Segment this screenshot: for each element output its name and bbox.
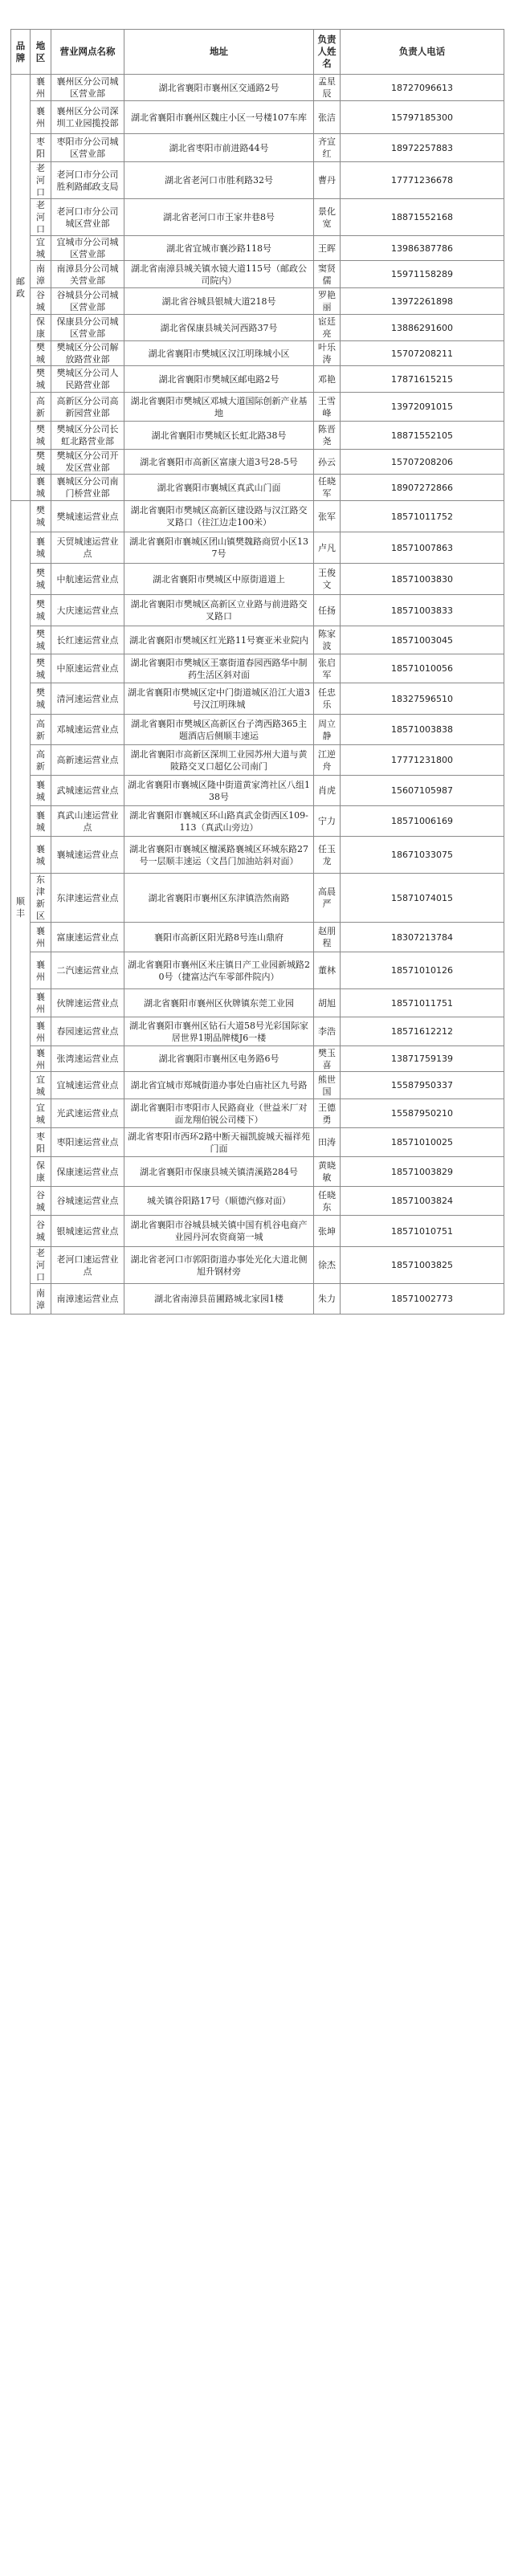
address-cell: 湖北省襄阳市枣阳市人民路商业（世益米厂对面龙翔伯锐公司楼下） [124, 1099, 314, 1128]
outlet-name-cell: 枣阳速运营业点 [51, 1128, 124, 1157]
outlet-name-cell: 大庆速运营业点 [51, 595, 124, 626]
region-cell: 樊城 [31, 564, 51, 595]
address-cell: 湖北省襄阳市襄城区檀溪路襄城区环城东路27号一层顺丰速运（文昌门加油站斜对面） [124, 837, 314, 874]
table-row [11, 450, 504, 475]
manager-name-cell: 王雪峰 [314, 393, 341, 422]
address-cell: 湖北省老河口市胜利路32号 [124, 162, 314, 199]
table-row [11, 874, 504, 923]
table-row [11, 595, 504, 626]
manager-phone-cell: 18727096613 [341, 75, 504, 101]
manager-phone-cell: 13986387786 [341, 236, 504, 261]
table-row [11, 564, 504, 595]
manager-phone-cell: 15707208206 [341, 450, 504, 475]
outlet-name-cell: 樊城速运营业点 [51, 501, 124, 532]
manager-phone-cell: 18671033075 [341, 837, 504, 874]
address-cell: 湖北省襄阳市襄州区交通路2号 [124, 75, 314, 101]
table-row [11, 1128, 504, 1157]
outlet-name-cell: 襄城速运营业点 [51, 837, 124, 874]
outlet-table [10, 29, 504, 1314]
region-cell: 襄城 [31, 532, 51, 564]
address-cell: 湖北省襄阳市樊城区定中门街道城区沿江大道3号汉江明珠城 [124, 683, 314, 715]
region-cell: 襄城 [31, 776, 51, 806]
manager-name-cell: 黄晓敏 [314, 1157, 341, 1187]
outlet-name-cell: 高新区分公司高新园营业部 [51, 393, 124, 422]
manager-phone-cell: 17771231800 [341, 745, 504, 776]
address-cell: 湖北省襄阳市高新区深圳工业园苏州大道与黄陂路交叉口超亿公司南门 [124, 745, 314, 776]
brand-cell: 邮政 [11, 75, 31, 501]
manager-name-cell: 徐杰 [314, 1247, 341, 1284]
table-row [11, 776, 504, 806]
region-cell: 襄州 [31, 989, 51, 1017]
manager-phone-cell: 15607105987 [341, 776, 504, 806]
manager-phone-cell: 18571010751 [341, 1216, 504, 1247]
region-cell: 樊城 [31, 501, 51, 532]
region-cell: 东津新区 [31, 874, 51, 923]
outlet-name-cell: 张湾速运营业点 [51, 1046, 124, 1072]
manager-phone-cell: 18571003838 [341, 715, 504, 745]
outlet-name-cell: 樊城区分公司解放路营业部 [51, 341, 124, 366]
manager-name-cell: 邓艳 [314, 366, 341, 393]
manager-name-cell: 周立静 [314, 715, 341, 745]
address-cell: 湖北省襄阳市襄城区团山镇樊魏路商贸小区137号 [124, 532, 314, 564]
region-cell: 宜城 [31, 236, 51, 261]
manager-phone-cell: 18571010126 [341, 952, 504, 989]
manager-name-cell: 任晓东 [314, 1187, 341, 1216]
region-cell: 枣阳 [31, 1128, 51, 1157]
manager-phone-cell: 15587950210 [341, 1099, 504, 1128]
address-cell: 湖北省襄阳市襄城区隆中街道黄家湾社区八组138号 [124, 776, 314, 806]
region-cell: 高新 [31, 393, 51, 422]
region-cell: 老河口 [31, 162, 51, 199]
outlet-name-cell: 清河速运营业点 [51, 683, 124, 715]
address-cell: 湖北省襄阳市襄州区魏庄小区一号楼107车库 [124, 101, 314, 134]
table-row [11, 288, 504, 315]
address-cell: 湖北省襄阳市樊城区高新区台子湾西路365主题酒店后侧顺丰速运 [124, 715, 314, 745]
manager-name-cell: 齐宣红 [314, 134, 341, 162]
outlet-name-cell: 邓城速运营业点 [51, 715, 124, 745]
manager-phone-cell: 15797185300 [341, 101, 504, 134]
table-row [11, 837, 504, 874]
manager-phone-cell: 15871074015 [341, 874, 504, 923]
address-cell: 湖北省谷城县银城大道218号 [124, 288, 314, 315]
region-cell: 宜城 [31, 1072, 51, 1099]
manager-name-cell: 任晓军 [314, 475, 341, 501]
table-row [11, 654, 504, 683]
table-row [11, 715, 504, 745]
manager-name-cell: 景化宽 [314, 199, 341, 236]
region-cell: 南漳 [31, 1284, 51, 1314]
manager-name-cell: 宁力 [314, 806, 341, 837]
manager-name-cell: 卢凡 [314, 532, 341, 564]
outlet-name-cell: 老河口市分公司城区营业部 [51, 199, 124, 236]
region-cell: 老河口 [31, 199, 51, 236]
outlet-name-cell: 襄城区分公司南门桥营业部 [51, 475, 124, 501]
manager-phone-cell: 18571612212 [341, 1017, 504, 1046]
region-cell: 宜城 [31, 1099, 51, 1128]
manager-name-cell: 宦廷亮 [314, 315, 341, 341]
manager-name-cell: 王俊文 [314, 564, 341, 595]
address-cell: 湖北省襄阳市樊城区王寨街道春园西路华中制药生活区斜对面 [124, 654, 314, 683]
manager-phone-cell: 15707208211 [341, 341, 504, 366]
manager-name-cell: 高晨严 [314, 874, 341, 923]
manager-phone-cell: 18571003045 [341, 626, 504, 654]
table-row [11, 199, 504, 236]
address-cell: 湖北省襄阳市樊城区红光路11号赛亚米业院内 [124, 626, 314, 654]
manager-phone-cell: 18571002773 [341, 1284, 504, 1314]
outlet-name-cell: 宜城市分公司城区营业部 [51, 236, 124, 261]
brand-cell: 顺丰 [11, 501, 31, 1314]
outlet-name-cell: 银城速运营业点 [51, 1216, 124, 1247]
table-row [11, 475, 504, 501]
region-cell: 樊城 [31, 683, 51, 715]
header-address: 地址 [124, 30, 314, 75]
manager-phone-cell: 18571003829 [341, 1157, 504, 1187]
address-cell: 湖北省老河口市王家井巷8号 [124, 199, 314, 236]
outlet-name-cell: 光武速运营业点 [51, 1099, 124, 1128]
outlet-name-cell: 老河口速运营业点 [51, 1247, 124, 1284]
region-cell: 樊城 [31, 450, 51, 475]
region-cell: 襄城 [31, 837, 51, 874]
manager-name-cell: 熊世国 [314, 1072, 341, 1099]
manager-name-cell: 李浩 [314, 1017, 341, 1046]
manager-phone-cell: 18972257883 [341, 134, 504, 162]
table-row [11, 341, 504, 366]
header-manager-phone: 负责人电话 [341, 30, 504, 75]
address-cell: 湖北省襄阳市谷城县城关镇中国有机谷电商产业园丹河农资商第一城 [124, 1216, 314, 1247]
outlet-name-cell: 中原速运营业点 [51, 654, 124, 683]
manager-phone-cell: 18571003830 [341, 564, 504, 595]
table-row [11, 1099, 504, 1128]
address-cell: 湖北省襄阳市襄州区米庄镇日产工业园新城路20号（捷富达汽车零部件院内） [124, 952, 314, 989]
table-row [11, 1046, 504, 1072]
manager-phone-cell: 18571007863 [341, 532, 504, 564]
region-cell: 樊城 [31, 341, 51, 366]
manager-name-cell: 陈家波 [314, 626, 341, 654]
table-row [11, 532, 504, 564]
outlet-name-cell: 天贸城速运营业点 [51, 532, 124, 564]
manager-phone-cell: 18571003833 [341, 595, 504, 626]
table-row [11, 989, 504, 1017]
address-cell: 湖北省襄阳市襄州区东津镇浩然南路 [124, 874, 314, 923]
address-cell: 城关镇谷阳路17号（顺德汽修对面） [124, 1187, 314, 1216]
region-cell: 襄城 [31, 475, 51, 501]
table-row [11, 393, 504, 422]
table-row [11, 1284, 504, 1314]
outlet-name-cell: 伙牌速运营业点 [51, 989, 124, 1017]
region-cell: 高新 [31, 745, 51, 776]
table-row [11, 366, 504, 393]
region-cell: 老河口 [31, 1247, 51, 1284]
outlet-name-cell: 二汽速运营业点 [51, 952, 124, 989]
manager-name-cell: 孙云 [314, 450, 341, 475]
manager-phone-cell: 15971158289 [341, 261, 504, 288]
outlet-name-cell: 春园速运营业点 [51, 1017, 124, 1046]
table-row [11, 1247, 504, 1284]
manager-name-cell: 陈晋尧 [314, 422, 341, 450]
outlet-name-cell: 保康速运营业点 [51, 1157, 124, 1187]
table-row [11, 1187, 504, 1216]
outlet-name-cell: 高新速运营业点 [51, 745, 124, 776]
region-cell: 襄州 [31, 75, 51, 101]
region-cell: 樊城 [31, 422, 51, 450]
outlet-name-cell: 南漳县分公司城关营业部 [51, 261, 124, 288]
region-cell: 樊城 [31, 626, 51, 654]
address-cell: 湖北省襄阳市襄州区钻石大道58号光彩国际家居世界1期品牌楼J6一楼 [124, 1017, 314, 1046]
manager-phone-cell: 13886291600 [341, 315, 504, 341]
manager-phone-cell: 13972261898 [341, 288, 504, 315]
region-cell: 保康 [31, 315, 51, 341]
region-cell: 樊城 [31, 595, 51, 626]
region-cell: 襄州 [31, 952, 51, 989]
address-cell: 湖北省襄阳市樊城区高新区建设路与汉江路交叉路口（往江边走100米） [124, 501, 314, 532]
table-row [11, 745, 504, 776]
address-cell: 湖北省宜城市襄沙路118号 [124, 236, 314, 261]
header-outlet-name: 营业网点名称 [51, 30, 124, 75]
manager-name-cell: 董林 [314, 952, 341, 989]
manager-phone-cell: 18571011752 [341, 501, 504, 532]
table-row [11, 501, 504, 532]
outlet-name-cell: 东津速运营业点 [51, 874, 124, 923]
manager-name-cell: 朱力 [314, 1284, 341, 1314]
manager-name-cell: 曹丹 [314, 162, 341, 199]
region-cell: 襄城 [31, 806, 51, 837]
region-cell: 襄州 [31, 923, 51, 952]
outlet-name-cell: 襄州区分公司城区营业部 [51, 75, 124, 101]
manager-phone-cell: 18907272866 [341, 475, 504, 501]
manager-name-cell: 任忠乐 [314, 683, 341, 715]
table-row [11, 101, 504, 134]
manager-name-cell: 张坤 [314, 1216, 341, 1247]
address-cell: 湖北省襄阳市樊城区汉江明珠城小区 [124, 341, 314, 366]
manager-name-cell: 张启军 [314, 654, 341, 683]
manager-phone-cell: 15587950337 [341, 1072, 504, 1099]
outlet-name-cell: 谷城速运营业点 [51, 1187, 124, 1216]
manager-phone-cell: 13972091015 [341, 393, 504, 422]
manager-phone-cell: 13871759139 [341, 1046, 504, 1072]
address-cell: 湖北省襄阳市襄州区电务路6号 [124, 1046, 314, 1072]
table-row [11, 1072, 504, 1099]
address-cell: 湖北省老河口市郭阳街道办事处光化大道北侧旭升钢材旁 [124, 1247, 314, 1284]
manager-name-cell: 罗艳丽 [314, 288, 341, 315]
address-cell: 湖北省襄阳市高新区富康大道3号28-5号 [124, 450, 314, 475]
table-header-row [11, 30, 504, 75]
manager-phone-cell: 18571011751 [341, 989, 504, 1017]
outlet-name-cell: 樊城区分公司长虹北路营业部 [51, 422, 124, 450]
address-cell: 湖北省襄阳市樊城区长虹北路38号 [124, 422, 314, 450]
header-region: 地区 [31, 30, 51, 75]
table-row [11, 626, 504, 654]
region-cell: 谷城 [31, 1216, 51, 1247]
manager-phone-cell: 18571010056 [341, 654, 504, 683]
outlet-name-cell: 真武山速运营业点 [51, 806, 124, 837]
manager-phone-cell: 18871552168 [341, 199, 504, 236]
manager-phone-cell: 18571003825 [341, 1247, 504, 1284]
manager-name-cell: 任玉龙 [314, 837, 341, 874]
region-cell: 高新 [31, 715, 51, 745]
address-cell: 湖北省襄阳市保康县城关镇清溪路284号 [124, 1157, 314, 1187]
manager-name-cell: 张洁 [314, 101, 341, 134]
address-cell: 湖北省保康县城关河西路37号 [124, 315, 314, 341]
address-cell: 湖北省南漳县苗圃路城北家园1楼 [124, 1284, 314, 1314]
manager-phone-cell: 18571006169 [341, 806, 504, 837]
header-brand: 品牌 [11, 30, 31, 75]
outlet-name-cell: 樊城区分公司人民路营业部 [51, 366, 124, 393]
address-cell: 湖北省襄阳市襄州区伙牌镇东莞工业园 [124, 989, 314, 1017]
address-cell: 湖北省襄阳市襄城区真武山门面 [124, 475, 314, 501]
manager-phone-cell: 17871615215 [341, 366, 504, 393]
region-cell: 谷城 [31, 288, 51, 315]
outlet-name-cell: 樊城区分公司开发区营业部 [51, 450, 124, 475]
manager-phone-cell: 18327596510 [341, 683, 504, 715]
region-cell: 枣阳 [31, 134, 51, 162]
region-cell: 樊城 [31, 366, 51, 393]
outlet-name-cell: 南漳速运营业点 [51, 1284, 124, 1314]
manager-phone-cell: 18571010025 [341, 1128, 504, 1157]
address-cell: 湖北省枣阳市西环2路中断天福凯旋城天福祥苑门面 [124, 1128, 314, 1157]
address-cell: 湖北省宜城市郑城街道办事处白庙社区九号路 [124, 1072, 314, 1099]
outlet-name-cell: 中航速运营业点 [51, 564, 124, 595]
region-cell: 襄州 [31, 1046, 51, 1072]
table-row [11, 236, 504, 261]
region-cell: 襄州 [31, 101, 51, 134]
region-cell: 樊城 [31, 654, 51, 683]
manager-name-cell: 樊玉喜 [314, 1046, 341, 1072]
outlet-name-cell: 保康县分公司城区营业部 [51, 315, 124, 341]
manager-phone-cell: 18307213784 [341, 923, 504, 952]
outlet-name-cell: 武城速运营业点 [51, 776, 124, 806]
manager-phone-cell: 17771236678 [341, 162, 504, 199]
header-manager-name: 负责人姓名 [314, 30, 341, 75]
region-cell: 保康 [31, 1157, 51, 1187]
manager-phone-cell: 18571003824 [341, 1187, 504, 1216]
table-row [11, 952, 504, 989]
table-row [11, 683, 504, 715]
address-cell: 湖北省襄阳市樊城区邓城大道国际创新产业基地 [124, 393, 314, 422]
address-cell: 湖北省襄阳市樊城区中原街道道上 [124, 564, 314, 595]
manager-name-cell: 任扬 [314, 595, 341, 626]
manager-name-cell: 张军 [314, 501, 341, 532]
region-cell: 襄州 [31, 1017, 51, 1046]
address-cell: 湖北省襄阳市襄城区环山路真武金街西区109-113（真武山旁边） [124, 806, 314, 837]
table-row [11, 1216, 504, 1247]
manager-name-cell: 叶乐涛 [314, 341, 341, 366]
table-row [11, 923, 504, 952]
table-row [11, 134, 504, 162]
manager-name-cell: 田涛 [314, 1128, 341, 1157]
outlet-name-cell: 枣阳市分公司城区营业部 [51, 134, 124, 162]
manager-name-cell: 江逆舟 [314, 745, 341, 776]
manager-name-cell: 孟星辰 [314, 75, 341, 101]
table-row [11, 1157, 504, 1187]
manager-name-cell: 王晖 [314, 236, 341, 261]
region-cell: 南漳 [31, 261, 51, 288]
table-row [11, 315, 504, 341]
outlet-name-cell: 老河口市分公司胜利路邮政支局 [51, 162, 124, 199]
address-cell: 湖北省襄阳市樊城区高新区立业路与前进路交叉路口 [124, 595, 314, 626]
outlet-name-cell: 宜城速运营业点 [51, 1072, 124, 1099]
table-row [11, 1017, 504, 1046]
address-cell: 湖北省襄阳市樊城区邮电路2号 [124, 366, 314, 393]
outlet-name-cell: 长红速运营业点 [51, 626, 124, 654]
address-cell: 湖北省南漳县城关镇水镜大道115号（邮政公司院内） [124, 261, 314, 288]
address-cell: 襄阳市高新区阳光路8号连山鼎府 [124, 923, 314, 952]
address-cell: 湖北省枣阳市前进路44号 [124, 134, 314, 162]
outlet-name-cell: 富康速运营业点 [51, 923, 124, 952]
manager-name-cell: 赵朋程 [314, 923, 341, 952]
manager-name-cell: 窦贤儒 [314, 261, 341, 288]
table-row [11, 806, 504, 837]
table-row [11, 162, 504, 199]
outlet-name-cell: 襄州区分公司深圳工业园揽投部 [51, 101, 124, 134]
manager-phone-cell: 18871552105 [341, 422, 504, 450]
table-row [11, 261, 504, 288]
region-cell: 谷城 [31, 1187, 51, 1216]
manager-name-cell: 肖虎 [314, 776, 341, 806]
manager-name-cell: 王德勇 [314, 1099, 341, 1128]
table-row [11, 75, 504, 101]
outlet-name-cell: 谷城县分公司城区营业部 [51, 288, 124, 315]
table-row [11, 422, 504, 450]
manager-name-cell: 胡旭 [314, 989, 341, 1017]
